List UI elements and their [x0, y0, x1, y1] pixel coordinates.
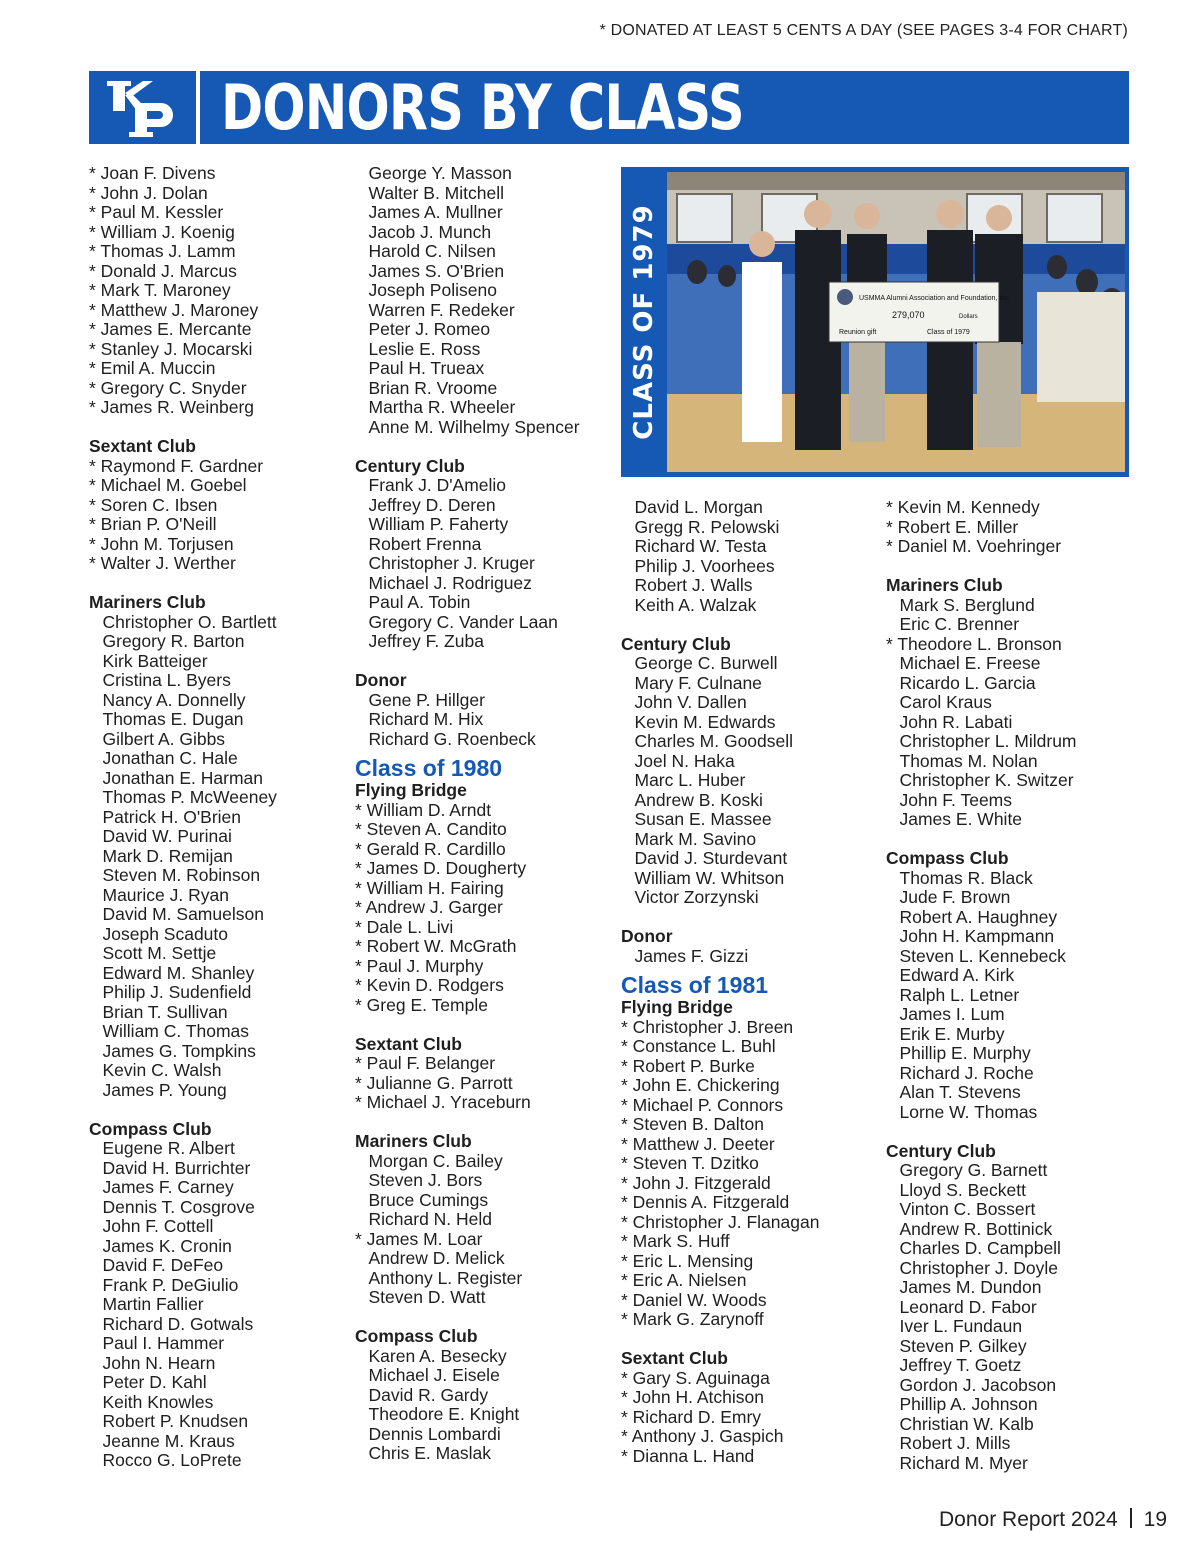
donor-name: James F. Carney: [102, 1177, 234, 1197]
donor-name: Christopher J. Doyle: [899, 1257, 1059, 1278]
donor-name: Phillip E. Murphy: [899, 1043, 1031, 1063]
donor-name-starred: * John J. Dolan: [89, 182, 208, 203]
donor-name: Brian T. Sullivan: [102, 1001, 228, 1022]
donor-name: Richard G. Roenbeck: [368, 728, 536, 749]
section-spacer: [355, 1308, 580, 1328]
donor-name: Martha R. Wheeler: [368, 397, 516, 417]
section-spacer: [621, 1330, 819, 1350]
donor-name-starred: * James D. Dougherty: [355, 858, 527, 878]
class-photo-frame: [621, 167, 1129, 477]
donor-name: David F. DeFeo: [102, 1255, 224, 1275]
donor-name-starred: * Steven B. Dalton: [621, 1114, 764, 1134]
donor-name: James I. Lum: [899, 1004, 1005, 1024]
donor-level-heading: Donor: [355, 670, 407, 690]
donor-name: Paul A. Tobin: [368, 592, 471, 612]
donor-name-starred: * Gerald R. Cardillo: [355, 838, 506, 859]
donor-name: Jeffrey D. Deren: [368, 494, 496, 515]
donor-name: Dennis T. Cosgrove: [102, 1196, 255, 1217]
donor-name: David L. Morgan: [634, 497, 763, 517]
donor-name: Gregg R. Pelowski: [634, 516, 780, 537]
donor-name-starred: * Walter J. Werther: [89, 553, 236, 573]
section-spacer: [89, 1100, 277, 1120]
donor-name: Bruce Cumings: [368, 1189, 489, 1210]
donor-name: Jacob J. Munch: [368, 221, 492, 242]
donor-name: Kevin C. Walsh: [102, 1060, 222, 1080]
donor-name: William C. Thomas: [102, 1021, 250, 1041]
donor-name-starred: * Soren C. Ibsen: [89, 494, 218, 515]
donor-name: Warren F. Redeker: [368, 299, 515, 320]
donor-level-heading: Mariners Club: [886, 575, 1003, 595]
donor-name: Paul H. Trueax: [368, 358, 485, 378]
section-spacer: [355, 1015, 580, 1035]
donor-name-starred: * Christopher J. Breen: [621, 1016, 794, 1037]
donor-level-heading: Century Club: [621, 633, 731, 654]
donor-name-starred: * James E. Mercante: [89, 319, 252, 339]
donor-name: John N. Hearn: [102, 1352, 216, 1373]
donor-name-starred: * Robert W. McGrath: [355, 936, 517, 956]
donor-name: Richard J. Roche: [899, 1062, 1034, 1083]
donor-name: William P. Faherty: [368, 514, 509, 534]
donor-name-starred: * John J. Fitzgerald: [621, 1172, 771, 1193]
donor-name: Jude F. Brown: [899, 887, 1011, 907]
donor-level-heading: Century Club: [886, 1140, 996, 1161]
donor-name: Jeanne M. Kraus: [102, 1430, 235, 1451]
donor-name: Charles D. Campbell: [899, 1238, 1061, 1258]
section-spacer: [886, 1122, 1077, 1142]
donor-name-starred: * Matthew J. Maroney: [89, 299, 259, 320]
donor-name: Anthony L. Register: [368, 1267, 523, 1288]
donor-name: Jeffrey T. Goetz: [899, 1355, 1022, 1375]
donor-name-starred: * Daniel W. Woods: [621, 1289, 767, 1310]
donor-name: Richard W. Testa: [634, 536, 767, 556]
donor-level-heading: Sextant Club: [355, 1033, 462, 1054]
donor-name: Michael J. Eisele: [368, 1365, 500, 1385]
donor-name: Erik E. Murby: [899, 1023, 1005, 1044]
donor-name: Anne M. Wilhelmy Spencer: [368, 416, 580, 437]
section-spacer: [89, 418, 277, 438]
donor-name: Theodore E. Knight: [368, 1404, 520, 1424]
donor-name: Harold C. Nilsen: [368, 241, 496, 261]
section-spacer: [355, 1113, 580, 1133]
donor-name: David H. Burrichter: [102, 1157, 251, 1178]
donor-name: Mark D. Remijan: [102, 845, 233, 866]
donor-name: Charles M. Goodsell: [634, 731, 794, 751]
section-spacer: [355, 652, 580, 672]
donor-name: Eric C. Brenner: [899, 614, 1020, 634]
donor-name-starred: * Matthew J. Deeter: [621, 1133, 775, 1154]
donor-name: Joseph Scaduto: [102, 923, 229, 944]
donor-name: Susan E. Massee: [634, 809, 772, 829]
donor-name: Robert J. Walls: [634, 575, 753, 595]
donor-column-3: [621, 498, 819, 1466]
donor-name: Vinton C. Bossert: [899, 1199, 1036, 1219]
chart-reference-note: * DONATED AT LEAST 5 CENTS A DAY (SEE PAGES 3-4 FOR CHART): [599, 22, 1128, 39]
donor-name: James S. O'Brien: [368, 260, 505, 281]
donor-name: Leslie E. Ross: [368, 338, 481, 359]
donor-name: John F. Teems: [899, 789, 1013, 810]
donor-name: Dennis Lombardi: [368, 1423, 501, 1444]
donor-name-starred: * James M. Loar: [355, 1228, 483, 1249]
donor-name-starred: * Julianne G. Parrott: [355, 1072, 513, 1093]
donor-level-heading: Compass Club: [355, 1326, 478, 1346]
donor-name: Keith A. Walzak: [634, 594, 757, 615]
donor-name: Thomas R. Black: [899, 867, 1033, 888]
donor-name-starred: * John H. Atchison: [621, 1387, 764, 1407]
donor-level-heading: Compass Club: [89, 1118, 212, 1139]
donor-name-starred: * William D. Arndt: [355, 799, 492, 820]
donor-name: Thomas M. Nolan: [899, 750, 1038, 771]
donor-column-4: [886, 498, 1077, 1473]
donor-name: Gregory R. Barton: [102, 631, 245, 651]
donor-name-starred: * Dennis A. Fitzgerald: [621, 1192, 790, 1212]
footer-divider: [1130, 1508, 1132, 1528]
donor-name: Andrew D. Melick: [368, 1248, 505, 1268]
section-spacer: [886, 557, 1077, 577]
donor-name: Kirk Batteiger: [102, 650, 208, 671]
donor-name-starred: * Eric L. Mensing: [621, 1250, 754, 1271]
donor-name: Andrew B. Koski: [634, 789, 763, 810]
donor-name: Thomas E. Dugan: [102, 709, 244, 729]
page-number: 19: [1143, 1508, 1167, 1531]
donor-name-starred: * John E. Chickering: [621, 1075, 780, 1095]
photo-label: [621, 167, 667, 477]
donor-name-starred: * Christopher J. Flanagan: [621, 1211, 820, 1232]
donor-name: Nancy A. Donnelly: [102, 689, 246, 710]
donor-name: Eugene R. Albert: [102, 1138, 235, 1158]
page-title: DONORS BY CLASS: [221, 71, 744, 144]
donor-name: Kevin M. Edwards: [634, 711, 776, 732]
donor-name: Christopher L. Mildrum: [899, 731, 1077, 751]
donor-name: Lorne W. Thomas: [899, 1101, 1038, 1122]
donor-name: Steven D. Watt: [368, 1287, 486, 1307]
donor-name: James G. Tompkins: [102, 1040, 256, 1061]
donor-name: James F. Gizzi: [634, 945, 749, 966]
donor-name: Thomas P. McWeeney: [102, 787, 277, 807]
donor-level-heading: Flying Bridge: [621, 997, 733, 1017]
donor-name: Joel N. Haka: [634, 750, 735, 771]
donor-name-starred: * Brian P. O'Neill: [89, 514, 217, 534]
donor-name: Marc L. Huber: [634, 770, 746, 790]
donor-name-starred: * Mark G. Zarynoff: [621, 1309, 764, 1329]
donor-name: Gordon J. Jacobson: [899, 1374, 1057, 1395]
donor-name-starred: * Michael P. Connors: [621, 1094, 784, 1115]
donor-name: Peter J. Romeo: [368, 319, 491, 339]
check-dollars-text: Dollars: [959, 314, 978, 320]
donor-name-starred: * Richard D. Emry: [621, 1406, 762, 1427]
donor-name: Jeffrey F. Zuba: [368, 631, 484, 651]
donor-name: Iver L. Fundaun: [899, 1316, 1023, 1336]
donor-name: Scott M. Settje: [102, 943, 217, 963]
donor-name: Robert A. Haughney: [899, 906, 1058, 927]
donor-name: David M. Samuelson: [102, 904, 264, 924]
donor-name: John R. Labati: [899, 711, 1013, 732]
donor-name-starred: * John M. Torjusen: [89, 533, 234, 554]
donor-level-heading: Mariners Club: [355, 1131, 472, 1151]
donor-name: Keith Knowles: [102, 1391, 214, 1412]
donor-name: Michael J. Rodriguez: [368, 572, 532, 593]
donor-name-starred: * Theodore L. Bronson: [886, 633, 1062, 654]
donor-name-starred: * Thomas J. Lamm: [89, 241, 236, 261]
section-spacer: [886, 830, 1077, 850]
check-class-text: Class of 1979: [927, 329, 970, 336]
donor-name-starred: * Mark S. Huff: [621, 1231, 730, 1251]
donor-name-starred: * Robert P. Burke: [621, 1055, 755, 1076]
donor-name-starred: * Stanley J. Mocarski: [89, 338, 253, 359]
donor-name: Chris E. Maslak: [368, 1443, 492, 1463]
donor-name-starred: * Raymond F. Gardner: [89, 455, 264, 476]
donor-level-heading: Sextant Club: [621, 1348, 728, 1368]
donor-name: Philip J. Voorhees: [634, 555, 775, 576]
donor-name-starred: * Michael M. Goebel: [89, 475, 247, 495]
donor-name: Joseph Poliseno: [368, 280, 497, 300]
donor-name: Steven P. Gilkey: [899, 1335, 1027, 1356]
donor-name: Robert P. Knudsen: [102, 1411, 249, 1431]
donor-name: James K. Cronin: [102, 1235, 232, 1256]
donor-name: Lloyd S. Beckett: [899, 1179, 1026, 1200]
donor-level-heading: Century Club: [355, 455, 465, 476]
donor-name: Steven J. Bors: [368, 1170, 483, 1190]
donor-level-heading: Sextant Club: [89, 436, 196, 456]
donor-name-starred: * Dale L. Livi: [355, 916, 454, 937]
donor-name-starred: * Daniel M. Voehringer: [886, 536, 1062, 556]
donor-name: Christopher O. Bartlett: [102, 611, 277, 632]
section-spacer: [355, 437, 580, 457]
donor-name: Cristina L. Byers: [102, 670, 231, 690]
donor-name: Robert J. Mills: [899, 1433, 1011, 1453]
donor-name-starred: * Gregory C. Snyder: [89, 377, 247, 398]
donor-name-starred: * Kevin D. Rodgers: [355, 975, 504, 995]
report-title: Donor Report 2024: [939, 1508, 1118, 1531]
page-banner: [89, 71, 1129, 144]
section-spacer: [621, 615, 819, 635]
donor-name-starred: * Eric A. Nielsen: [621, 1270, 747, 1290]
donor-name: Michael E. Freese: [899, 653, 1041, 673]
donor-name: Karen A. Besecky: [368, 1345, 507, 1366]
donor-name: David R. Gardy: [368, 1384, 489, 1405]
donor-name-starred: * James R. Weinberg: [89, 397, 255, 417]
donor-name-starred: * Steven T. Dzitko: [621, 1153, 759, 1173]
donor-name: Christopher J. Kruger: [368, 553, 535, 573]
donor-name: Walter B. Mitchell: [368, 182, 504, 203]
donor-name: Richard M. Hix: [368, 709, 484, 729]
donor-name-starred: * Donald J. Marcus: [89, 260, 237, 281]
donor-name: Brian R. Vroome: [368, 377, 498, 398]
donor-name: Jonathan E. Harman: [102, 767, 264, 788]
donor-name: Gregory C. Vander Laan: [368, 611, 558, 632]
donor-name: Jonathan C. Hale: [102, 748, 238, 768]
donor-name: Gregory G. Barnett: [899, 1160, 1048, 1180]
donor-name-starred: * William J. Koenig: [89, 221, 235, 242]
page-footer: [939, 1508, 1167, 1532]
donor-name: Christian W. Kalb: [899, 1413, 1034, 1434]
section-spacer: [89, 574, 277, 594]
donor-name: Ricardo L. Garcia: [899, 672, 1036, 693]
donor-name: Martin Fallier: [102, 1294, 204, 1314]
donor-name: Gene P. Hillger: [368, 689, 485, 710]
donor-name: Christopher K. Switzer: [899, 770, 1074, 790]
check-org-text: USMMA Alumni Association and Foundation, Inc.: [859, 295, 1011, 302]
donor-name: Morgan C. Bailey: [368, 1150, 503, 1171]
donor-name: William W. Whitson: [634, 867, 785, 888]
donor-name-starred: * Gary S. Aguinaga: [621, 1367, 770, 1388]
donor-name: Alan T. Stevens: [899, 1082, 1021, 1102]
check-memo-text: Reunion gift: [839, 329, 877, 336]
class-year-heading: Class of 1981: [621, 972, 769, 998]
donor-name: Mark S. Berglund: [899, 594, 1035, 615]
donor-name-starred: * Emil A. Muccin: [89, 358, 216, 378]
donor-name: Mary F. Culnane: [634, 672, 762, 693]
donor-name-starred: * Andrew J. Garger: [355, 897, 503, 917]
donor-name-starred: * Greg E. Temple: [355, 994, 488, 1015]
donor-name: James P. Young: [102, 1079, 227, 1100]
donor-name: George Y. Masson: [368, 163, 512, 183]
donor-name: Richard N. Held: [368, 1209, 493, 1229]
donor-name-starred: * Michael J. Yraceburn: [355, 1092, 531, 1112]
donor-name: Richard D. Gotwals: [102, 1313, 254, 1334]
donor-name: Frank J. D'Amelio: [368, 475, 507, 495]
photo-label-text: CLASS OF 1979: [629, 204, 659, 440]
donor-name-starred: * Paul J. Murphy: [355, 955, 484, 976]
check-amount-text: 279,070: [892, 310, 925, 320]
donor-name: Philip J. Sudenfield: [102, 982, 252, 1002]
kp-logo-icon: [105, 77, 185, 139]
donor-name: Leonard D. Fabor: [899, 1296, 1037, 1317]
donor-level-heading: Flying Bridge: [355, 780, 467, 800]
donor-name: Victor Zorzynski: [634, 887, 759, 907]
donor-name-starred: * Joan F. Divens: [89, 163, 216, 183]
donor-name-starred: * Paul F. Belanger: [355, 1053, 496, 1073]
donor-name: Rocco G. LoPrete: [102, 1450, 242, 1470]
donor-name: Richard M. Myer: [899, 1452, 1028, 1473]
donor-name: Frank P. DeGiulio: [102, 1274, 239, 1295]
donor-name: John H. Kampmann: [899, 926, 1055, 946]
donor-name-starred: * Anthony J. Gaspich: [621, 1426, 784, 1446]
donor-name-starred: * Paul M. Kessler: [89, 202, 224, 222]
donor-name: Carol Kraus: [899, 692, 992, 712]
donor-column-2: [355, 164, 580, 1464]
donor-name: Robert Frenna: [368, 533, 482, 554]
donor-name: George C. Burwell: [634, 653, 778, 673]
donor-name: James M. Dundon: [899, 1277, 1042, 1297]
donor-name: David J. Sturdevant: [634, 848, 788, 868]
donor-name: Patrick H. O'Brien: [102, 806, 242, 827]
donor-name: Maurice J. Ryan: [102, 884, 229, 905]
donor-name: Gilbert A. Gibbs: [102, 728, 226, 749]
donor-name: David W. Purinai: [102, 826, 232, 846]
section-spacer: [621, 908, 819, 928]
donor-name-starred: * Robert E. Miller: [886, 516, 1019, 537]
donor-name: John F. Cottell: [102, 1216, 214, 1236]
donor-name: Paul I. Hammer: [102, 1333, 225, 1353]
donor-name-starred: * Dianna L. Hand: [621, 1445, 755, 1466]
donor-level-heading: Donor: [621, 926, 673, 946]
donor-name: Steven M. Robinson: [102, 865, 261, 885]
donor-name: Peter D. Kahl: [102, 1372, 207, 1392]
donor-name: John V. Dallen: [634, 692, 747, 712]
donor-name: Edward A. Kirk: [899, 965, 1015, 985]
class-of-1979-photo: [667, 172, 1125, 472]
donor-level-heading: Compass Club: [886, 848, 1009, 868]
donor-column-1: [89, 164, 277, 1471]
donor-name: Ralph L. Letner: [899, 984, 1020, 1005]
donor-name: Edward M. Shanley: [102, 962, 255, 983]
donor-name: James A. Mullner: [368, 202, 503, 222]
donor-name-starred: * Constance L. Buhl: [621, 1036, 776, 1056]
class-year-heading: Class of 1980: [355, 755, 503, 781]
donor-name: Phillip A. Johnson: [899, 1394, 1038, 1414]
donor-name-starred: * Kevin M. Kennedy: [886, 497, 1040, 517]
banner-divider: [196, 71, 200, 144]
donor-name: Andrew R. Bottinick: [899, 1218, 1053, 1239]
donor-name-starred: * Steven A. Candito: [355, 819, 507, 839]
donor-name: James E. White: [899, 809, 1023, 829]
donor-name-starred: * William H. Fairing: [355, 877, 504, 898]
donor-name-starred: * Mark T. Maroney: [89, 280, 231, 300]
donor-level-heading: Mariners Club: [89, 592, 206, 612]
donor-name: Mark M. Savino: [634, 828, 757, 849]
donor-name: Steven L. Kennebeck: [899, 945, 1066, 966]
